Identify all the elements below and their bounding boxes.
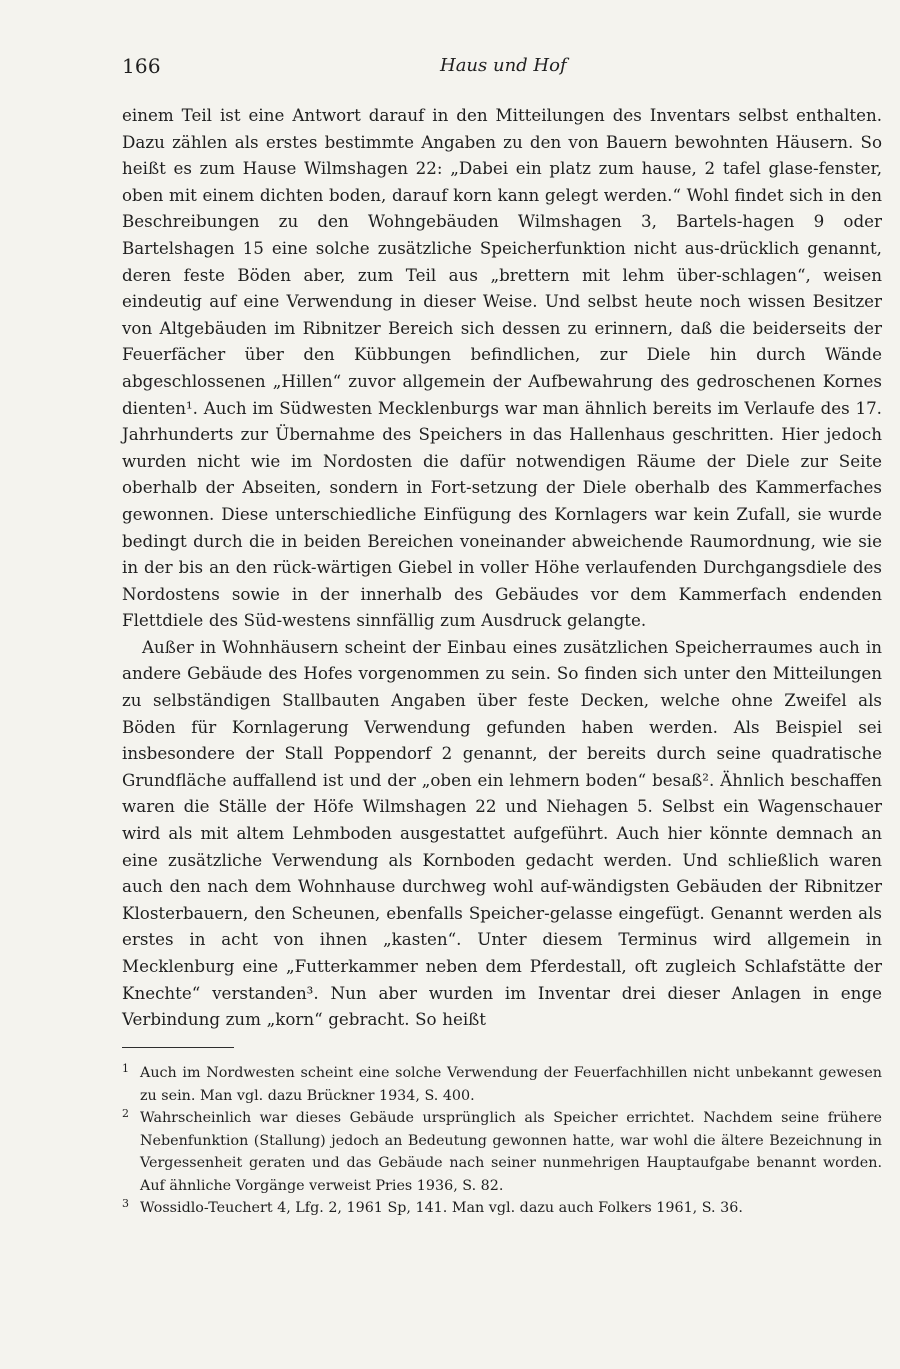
footnote-1 [122,1062,882,1107]
footnote-text-2: Wahrscheinlich war dieses Gebäude ursprünglich als Speicher errichtet. Nachdem seine frühere Nebenfunktion (Stallung) jedoch an Bedeutung gewonnen hatte, war wohl die ältere Bezeichnung in Vergessenheit geraten und das Gebäude nach seiner nunmehrigen Hauptaufgabe benannt worden. Auf ähnliche Vorgänge verweist Pries 1936, S. 82. [140,1110,882,1194]
footnote-divider [122,1047,234,1048]
paragraph-2: Außer in Wohnhäusern scheint der Einbau eines zusätzlichen Speicherraumes auch in andere Gebäude des Hofes vorgenommen zu sein. So finden sich unter den Mitteilungen zu selbständigen Stallbauten Angaben über feste Decken, welche ohne Zweifel als Böden für Kornlagerung Verwendung gefunden haben werden. Als Beispiel sei insbesondere der Stall Poppendorf 2 genannt, der bereits durch seine quadratische Grundfläche auffallend ist und der „oben ein lehmern boden“ besaß². Ähnlich beschaffen waren die Ställe der Höfe Wilmshagen 22 und Niehagen 5. Selbst ein Wagenschauer wird als mit altem Lehmboden ausgestattet aufgeführt. Auch hier könnte demnach an eine zusätzliche Verwendung als Kornboden gedacht werden. Und schließlich waren auch den nach dem Wohnhause durchweg wohl auf-wändigsten Gebäuden der Ribnitzer Klosterbauern, den Scheunen, ebenfalls Speicher-gelasse eingefügt. Genannt werden als erstes in acht von ihnen „kasten“. Unter diesem Terminus wird allgemein in Mecklenburg eine „Futterkammer neben dem Pferdestall, oft zugleich Schlafstätte der Knechte“ verstanden³. Nun aber wurden im Inventar drei dieser Anlagen in enge Verbindung zum „korn“ gebracht. So heißt [122,636,882,1030]
footnote-mark-2: 2 [122,1107,129,1120]
footnote-mark-1: 1 [122,1062,129,1075]
footnote-2 [122,1107,882,1197]
footnote-mark-3: 3 [122,1197,129,1210]
main-text [122,102,882,1033]
footnotes-section [122,1062,882,1220]
paragraph-1: einem Teil ist eine Antwort darauf in den Mitteilungen des Inventars selbst enthalten. Dazu zählen als erstes bestimmte Angaben zu den von Bauern bewohnten Häusern. So heißt es zum Hause Wilmshagen 22: „Dabei ein platz zum hause, 2 tafel glase-fenster, oben mit einem dichten boden, darauf korn kann gelegt werden.“ Wohl findet sich in den Beschreibungen zu den Wohngebäuden Wilmshagen 3, Bartels-hagen 9 oder Bartelshagen 15 eine solche zusätzliche Speicherfunktion nicht aus-drücklich genannt, deren feste Böden aber, zum Teil aus „brettern mit lehm über-schlagen“, weisen eindeutig auf eine Verwendung in dieser Weise. Und selbst heute noch wissen Besitzer von Altgebäuden im Ribnitzer Bereich sich dessen zu erinnern, daß die beiderseits der Feuerfächer über den Kübbungen befindlichen, zur Diele hin durch Wände abgeschlossenen „Hillen“ zuvor allgemein der Aufbewahrung des gedroschenen Kornes dienten¹. Auch im Südwesten Mecklenburgs war man ähnlich bereits im Verlaufe des 17. Jahrhunderts zur Übernahme des Speichers in das Hallenhaus geschritten. Hier jedoch wurden nicht wie im Nordosten die dafür notwendigen Räume der Diele zur Seite oberhalb der Abseiten, sondern in Fort-setzung der Diele oberhalb des Kammerfaches gewonnen. Diese unterschiedliche Einfügung des Kornlagers war kein Zufall, sie wurde bedingt durch die in beiden Bereichen voneinander abweichende Raumordnung, wie sie in der bis an den rück-wärtigen Giebel in voller Höhe verlaufenden Durchgangsdiele des Nordostens sowie in der innerhalb des Gebäudes vor dem Kammerfach endenden Flettdiele des Süd-westens sinnfällig zum Ausdruck gelangte. [122,105,882,631]
footnote-3 [122,1197,882,1220]
page-number: 166 [122,54,161,78]
page-header [122,52,882,82]
footnote-text-3: Wossidlo-Teuchert 4, Lfg. 2, 1961 Sp, 141. Man vgl. dazu auch Folkers 1961, S. 36. [140,1200,743,1216]
footnote-text-1: Auch im Nordwesten scheint eine solche Verwendung der Feuerfachhillen nicht unbekannt gewesen zu sein. Man vgl. dazu Brückner 1934, S. 400. [140,1065,882,1104]
running-head: Haus und Hof [440,55,567,76]
